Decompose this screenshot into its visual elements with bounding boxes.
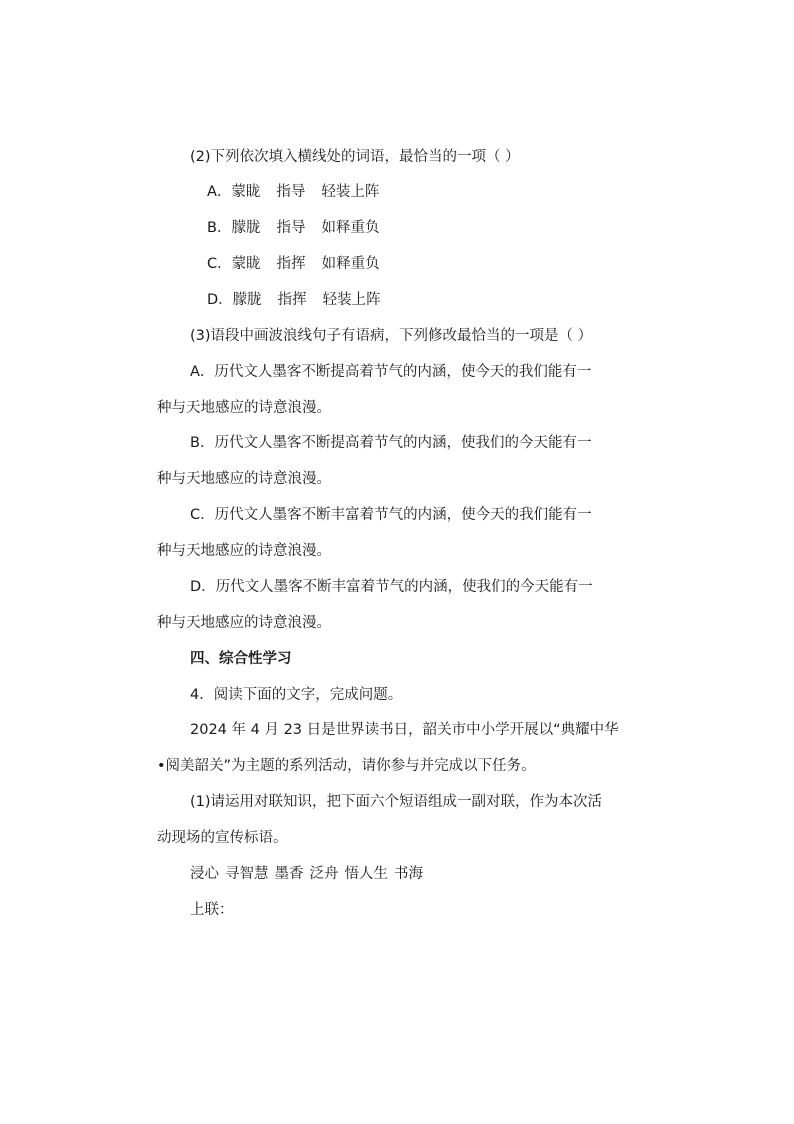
option-letter: D． — [207, 292, 233, 308]
upper-couplet-label: 上联： — [190, 902, 234, 918]
phrase: 寻智慧 — [225, 866, 269, 882]
q3-option-d-line1: D．历代文人墨客不断丰富着节气的内涵，使我们的今天能有一 — [190, 579, 593, 595]
phrase: 书海 — [394, 866, 423, 882]
option-letter: C． — [207, 256, 232, 272]
q3-option-a-line1: A．历代文人墨客不断提高着节气的内涵，使今天的我们能有一 — [190, 364, 592, 380]
q3-option-b-line2: 种与天地感应的诗意浪漫。 — [157, 471, 331, 487]
option-word-3: 如释重负 — [321, 220, 380, 236]
sub1-line-2: 动现场的宣传标语。 — [157, 830, 288, 846]
q3-stem: (3)语段中画波浪线句子有语病，下列修改最恰当的一项是（ ） — [190, 328, 593, 344]
option-word-2: 指导 — [276, 220, 306, 236]
q2-option-c — [207, 254, 380, 274]
option-word-3: 轻装上阵 — [321, 184, 380, 200]
passage-line-1: 2024 年 4 月 23 日是世界读书日，韶关市中小学开展以“典耀中华 — [190, 722, 619, 738]
q3-option-d-line2: 种与天地感应的诗意浪漫。 — [157, 615, 331, 631]
option-word-3: 轻装上阵 — [322, 292, 381, 308]
phrase-list — [190, 864, 423, 884]
phrase: 悟人生 — [344, 866, 388, 882]
passage-line-2: •阅美韶关”为主题的系列活动，请你参与并完成以下任务。 — [157, 758, 536, 774]
option-letter: B． — [207, 220, 232, 236]
option-word-1: 蒙眬 — [231, 184, 261, 200]
option-word-2: 指挥 — [276, 256, 306, 272]
q2-option-b — [207, 218, 379, 238]
phrase: 墨香 — [274, 866, 304, 882]
q3-option-c-line2: 种与天地感应的诗意浪漫。 — [157, 543, 331, 559]
option-word-1: 蒙眬 — [231, 256, 261, 272]
option-word-3: 如释重负 — [321, 256, 380, 272]
q3-option-a-line2: 种与天地感应的诗意浪漫。 — [157, 400, 331, 416]
q3-option-c-line1: C．历代文人墨客不断丰富着节气的内涵，使今天的我们能有一 — [190, 507, 592, 523]
option-word-2: 指挥 — [277, 292, 307, 308]
sub1-line-1: (1)请运用对联知识，把下面六个短语组成一副对联，作为本次活 — [190, 794, 603, 810]
phrase: 泛舟 — [309, 866, 339, 882]
q3-option-b-line1: B．历代文人墨客不断提高着节气的内涵，使我们的今天能有一 — [190, 435, 592, 451]
option-word-1: 朦胧 — [232, 292, 262, 308]
q2-option-d — [207, 290, 381, 310]
option-letter: A． — [207, 184, 232, 200]
q2-option-a — [207, 182, 379, 202]
q2-stem: (2)下列依次填入横线处的词语，最恰当的一项（ ） — [190, 149, 520, 165]
option-word-1: 朦胧 — [231, 220, 261, 236]
section-heading: 四、综合性学习 — [190, 651, 292, 667]
q4-title: 4．阅读下面的文字，完成问题。 — [190, 687, 403, 703]
option-word-2: 指导 — [276, 184, 306, 200]
phrase: 浸心 — [190, 866, 219, 882]
